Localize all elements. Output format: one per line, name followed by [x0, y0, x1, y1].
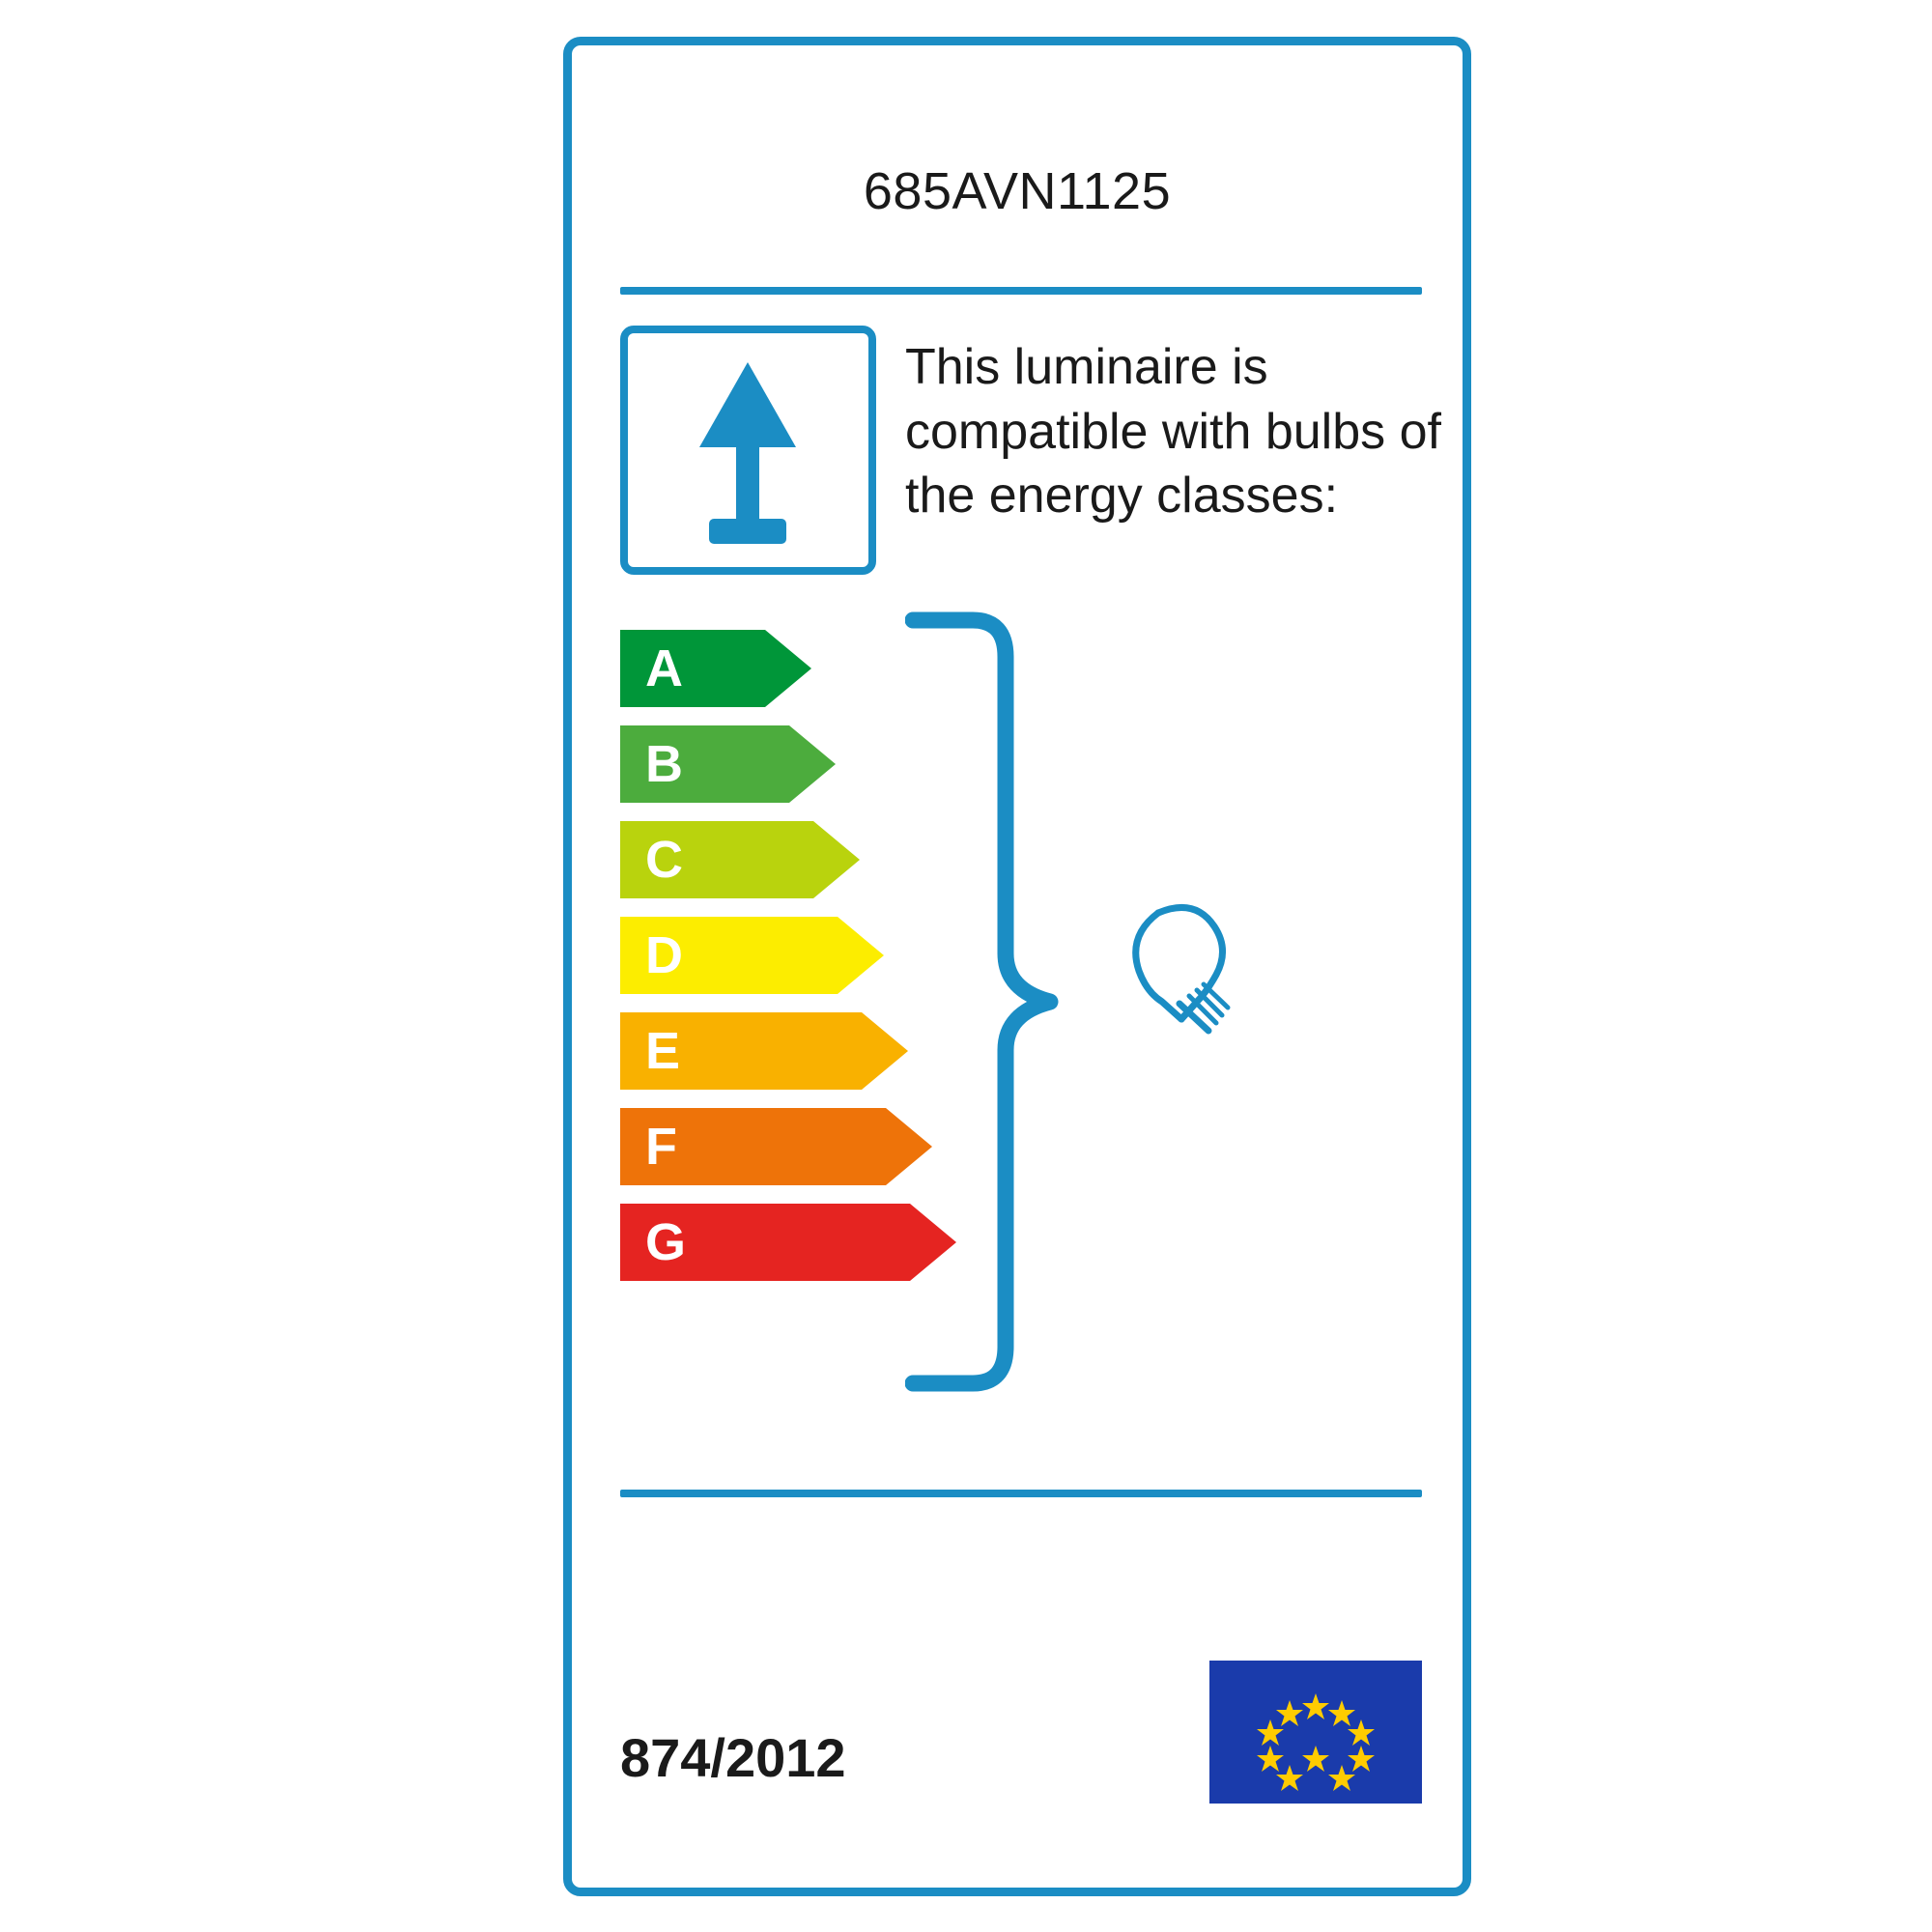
class-letter: F — [645, 1118, 677, 1176]
energy-label-card — [563, 37, 1471, 1896]
class-letter: C — [645, 831, 683, 889]
headline-text: This luminaire is compatible with bulbs of the energy classes: — [905, 339, 1441, 525]
curly-brace-icon — [905, 611, 1089, 1398]
divider-top — [620, 287, 1422, 295]
light-bulb-icon — [1108, 895, 1263, 1055]
divider-bottom — [620, 1490, 1422, 1497]
class-letter: B — [645, 735, 683, 793]
table-lamp-icon — [628, 333, 868, 567]
regulation-number: 874/2012 — [620, 1727, 846, 1788]
lamp-icon-box — [620, 326, 876, 575]
eu-flag-icon — [1209, 1661, 1422, 1804]
class-letter: E — [645, 1022, 681, 1080]
class-letter: D — [645, 926, 683, 984]
model-code: 685AVN1125 — [863, 162, 1172, 220]
class-letter: A — [645, 639, 683, 697]
class-letter: G — [645, 1213, 687, 1271]
